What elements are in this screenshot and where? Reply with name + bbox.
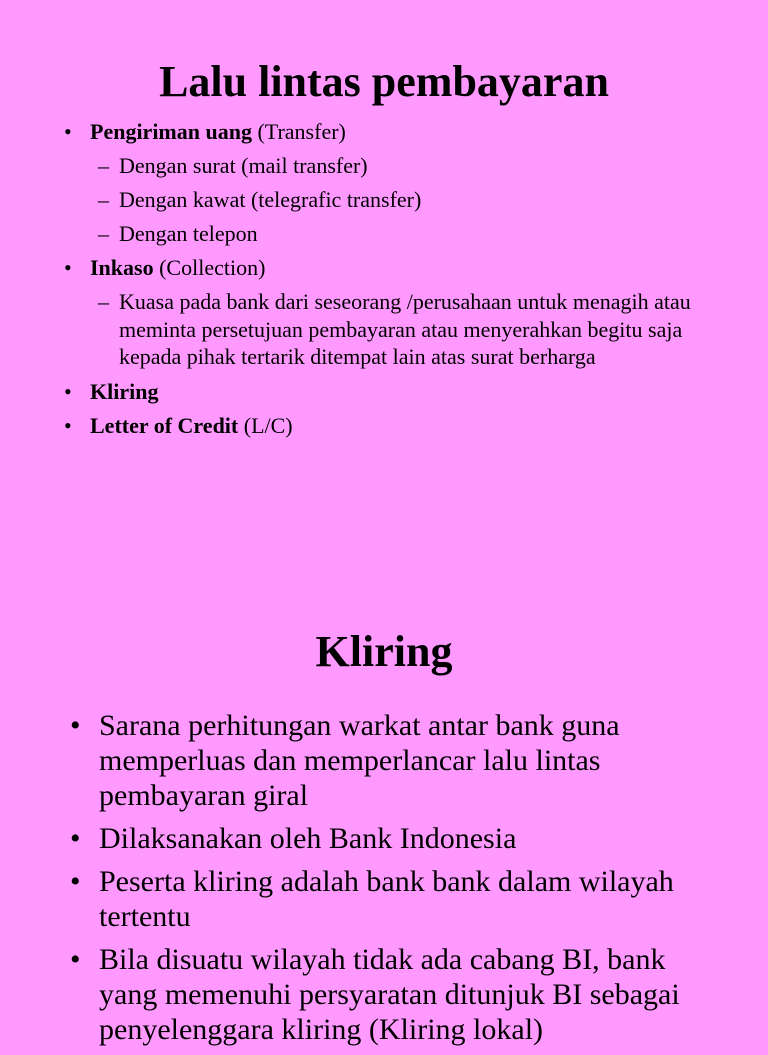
list-item-pengiriman-uang — [0, 118, 768, 145]
item-text: Bila disuatu wilayah tidak ada cabang BI, bank yang memenuhi persyaratan ditunjuk BI sebagai penyelenggara kliring (Kliring lokal) — [99, 943, 680, 1046]
bullet-list — [0, 708, 768, 1055]
item-text: Peserta kliring adalah bank bank dalam wilayah tertentu — [99, 865, 674, 933]
item-text: (L/C) — [238, 412, 293, 438]
list-item — [0, 942, 768, 1047]
slide-kliring — [0, 560, 768, 1046]
bullet-icon: • — [70, 943, 81, 976]
slide-title: Lalu lintas pembayaran — [159, 57, 609, 106]
bullet-icon: • — [64, 378, 72, 404]
list-item — [0, 864, 768, 934]
list-item — [0, 708, 768, 813]
list-item-inkaso — [0, 254, 768, 281]
list-item-kliring — [0, 378, 768, 405]
item-text: (Transfer) — [251, 119, 346, 144]
item-bold-label: Pengiriman uang — [90, 119, 252, 144]
dash-icon: – — [98, 221, 109, 246]
sub-item-text: Dengan kawat (telegrafic transfer) — [119, 187, 422, 212]
sub-list-item — [0, 288, 768, 371]
item-bold-label: Letter of Credit — [90, 412, 239, 438]
item-text: (Collection) — [153, 255, 266, 280]
sub-list-item — [0, 186, 768, 213]
item-bold-label: Kliring — [90, 378, 159, 404]
dash-icon: – — [98, 289, 109, 314]
bullet-icon: • — [64, 412, 72, 438]
sub-item-text: Dengan surat (mail transfer) — [119, 153, 368, 178]
item-text: Sarana perhitungan warkat antar bank guna memperluas dan memperlancar lalu lintas pembayaran giral — [99, 709, 620, 812]
bullet-icon: • — [70, 865, 81, 898]
sub-item-text: Kuasa pada bank dari seseorang /perusahaan untuk menagih atau meminta persetujuan pembayaran atau menyerahkan begitu saja kepada pihak tertarik ditempat lain atas surat berharga — [119, 289, 691, 369]
list-item — [0, 821, 768, 856]
item-bold-label: Inkaso — [90, 255, 154, 280]
bullet-icon: • — [64, 119, 72, 144]
sub-list-item — [0, 152, 768, 179]
list-item-letter-of-credit — [0, 412, 768, 439]
bullet-icon: • — [64, 255, 72, 280]
bullet-icon: • — [70, 709, 81, 742]
dash-icon: – — [98, 153, 109, 178]
slide-title: Kliring — [315, 627, 453, 676]
sub-list-item — [0, 220, 768, 247]
bullet-list — [0, 118, 768, 446]
item-text: Dilaksanakan oleh Bank Indonesia — [99, 822, 517, 855]
sub-item-text: Dengan telepon — [119, 221, 258, 246]
dash-icon: – — [98, 187, 109, 212]
bullet-icon: • — [70, 822, 81, 855]
